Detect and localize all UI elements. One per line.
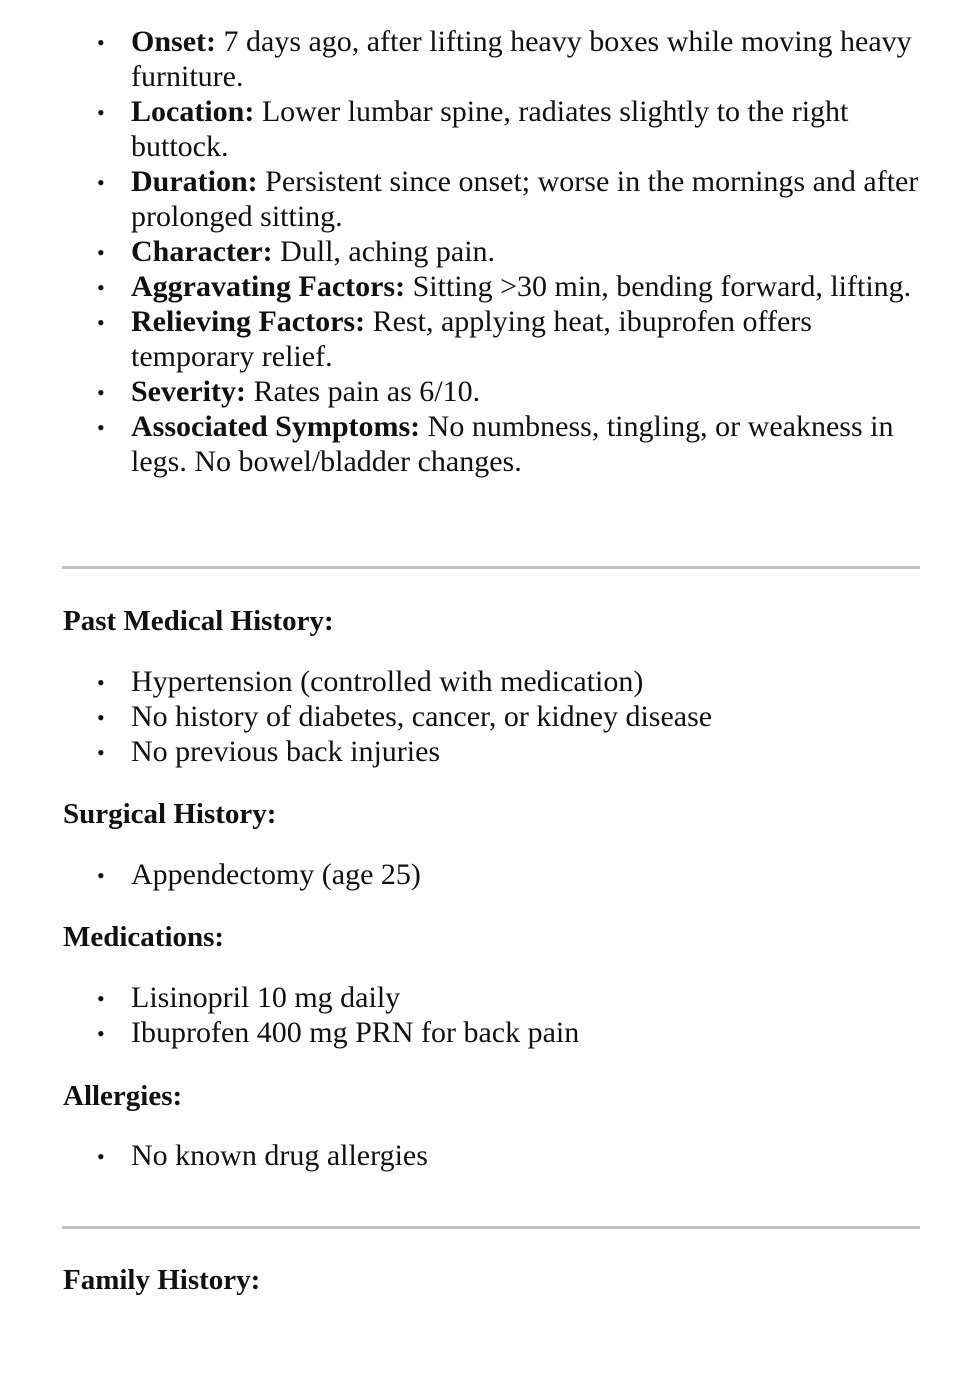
bullet-icon: • <box>97 986 105 1011</box>
list-item <box>0 304 921 374</box>
bullet-icon: • <box>97 170 105 195</box>
past-medical-history-heading: Past Medical History: <box>63 605 334 637</box>
item-label: Character: <box>131 235 273 268</box>
bullet-icon: • <box>97 705 105 730</box>
list-item <box>0 1015 921 1050</box>
list-item <box>0 94 921 164</box>
item-text: Hypertension (controlled with medication) <box>131 665 644 698</box>
bullet-icon: • <box>97 240 105 265</box>
item-text: No known drug allergies <box>131 1139 428 1172</box>
section-divider <box>62 1226 920 1229</box>
item-label: Relieving Factors: <box>131 305 366 338</box>
item-label: Duration: <box>131 165 258 198</box>
list-item <box>0 857 921 892</box>
bullet-icon: • <box>97 1144 105 1169</box>
item-text: 7 days ago, after lifting heavy boxes while moving heavy furniture. <box>131 25 912 93</box>
family-history-heading: Family History: <box>63 1264 261 1296</box>
bullet-icon: • <box>97 1021 105 1046</box>
bullet-icon: • <box>97 30 105 55</box>
item-text: Rates pain as 6/10. <box>245 375 481 408</box>
bullet-icon: • <box>97 100 105 125</box>
item-label: Location: <box>131 95 255 128</box>
bullet-icon: • <box>97 670 105 695</box>
medications-list <box>0 980 921 1050</box>
bullet-icon: • <box>97 740 105 765</box>
item-text: Appendectomy (age 25) <box>131 858 421 891</box>
list-item <box>0 234 921 269</box>
list-item <box>0 164 921 234</box>
item-label: Aggravating Factors: <box>131 270 406 303</box>
bullet-icon: • <box>97 275 105 300</box>
list-item <box>0 1138 921 1173</box>
bullet-icon: • <box>97 380 105 405</box>
item-text: Sitting >30 min, bending forward, lifting. <box>405 270 912 303</box>
surgical-history-heading: Surgical History: <box>63 798 277 830</box>
allergies-list <box>0 1138 921 1173</box>
list-item <box>0 24 921 94</box>
item-text: No numbness, tingling, or weakness in legs. No bowel/bladder changes. <box>131 410 894 478</box>
list-item <box>0 269 921 304</box>
list-item <box>0 699 921 734</box>
item-text: Lower lumbar spine, radiates slightly to the right buttock. <box>131 95 849 163</box>
bullet-icon: • <box>97 310 105 335</box>
list-item <box>0 664 921 699</box>
hpi-list <box>0 24 921 479</box>
medications-heading: Medications: <box>63 921 225 953</box>
item-text: No previous back injuries <box>131 735 441 768</box>
item-label: Severity: <box>131 375 246 408</box>
list-item <box>0 374 921 409</box>
section-divider <box>62 566 920 569</box>
list-item <box>0 734 921 769</box>
item-label: Associated Symptoms: <box>131 410 421 443</box>
item-text: No history of diabetes, cancer, or kidney disease <box>131 700 713 733</box>
bullet-icon: • <box>97 415 105 440</box>
list-item <box>0 409 921 479</box>
item-text: Lisinopril 10 mg daily <box>131 981 401 1014</box>
item-text: Dull, aching pain. <box>272 235 496 268</box>
past-medical-history-list <box>0 664 921 769</box>
allergies-heading: Allergies: <box>63 1080 183 1112</box>
list-item <box>0 980 921 1015</box>
item-label: Onset: <box>131 25 216 58</box>
surgical-history-list <box>0 857 921 892</box>
item-text: Ibuprofen 400 mg PRN for back pain <box>131 1016 580 1049</box>
item-text: Rest, applying heat, ibuprofen offers temporary relief. <box>131 305 812 373</box>
item-text: Persistent since onset; worse in the mornings and after prolonged sitting. <box>131 165 919 233</box>
bullet-icon: • <box>97 863 105 888</box>
